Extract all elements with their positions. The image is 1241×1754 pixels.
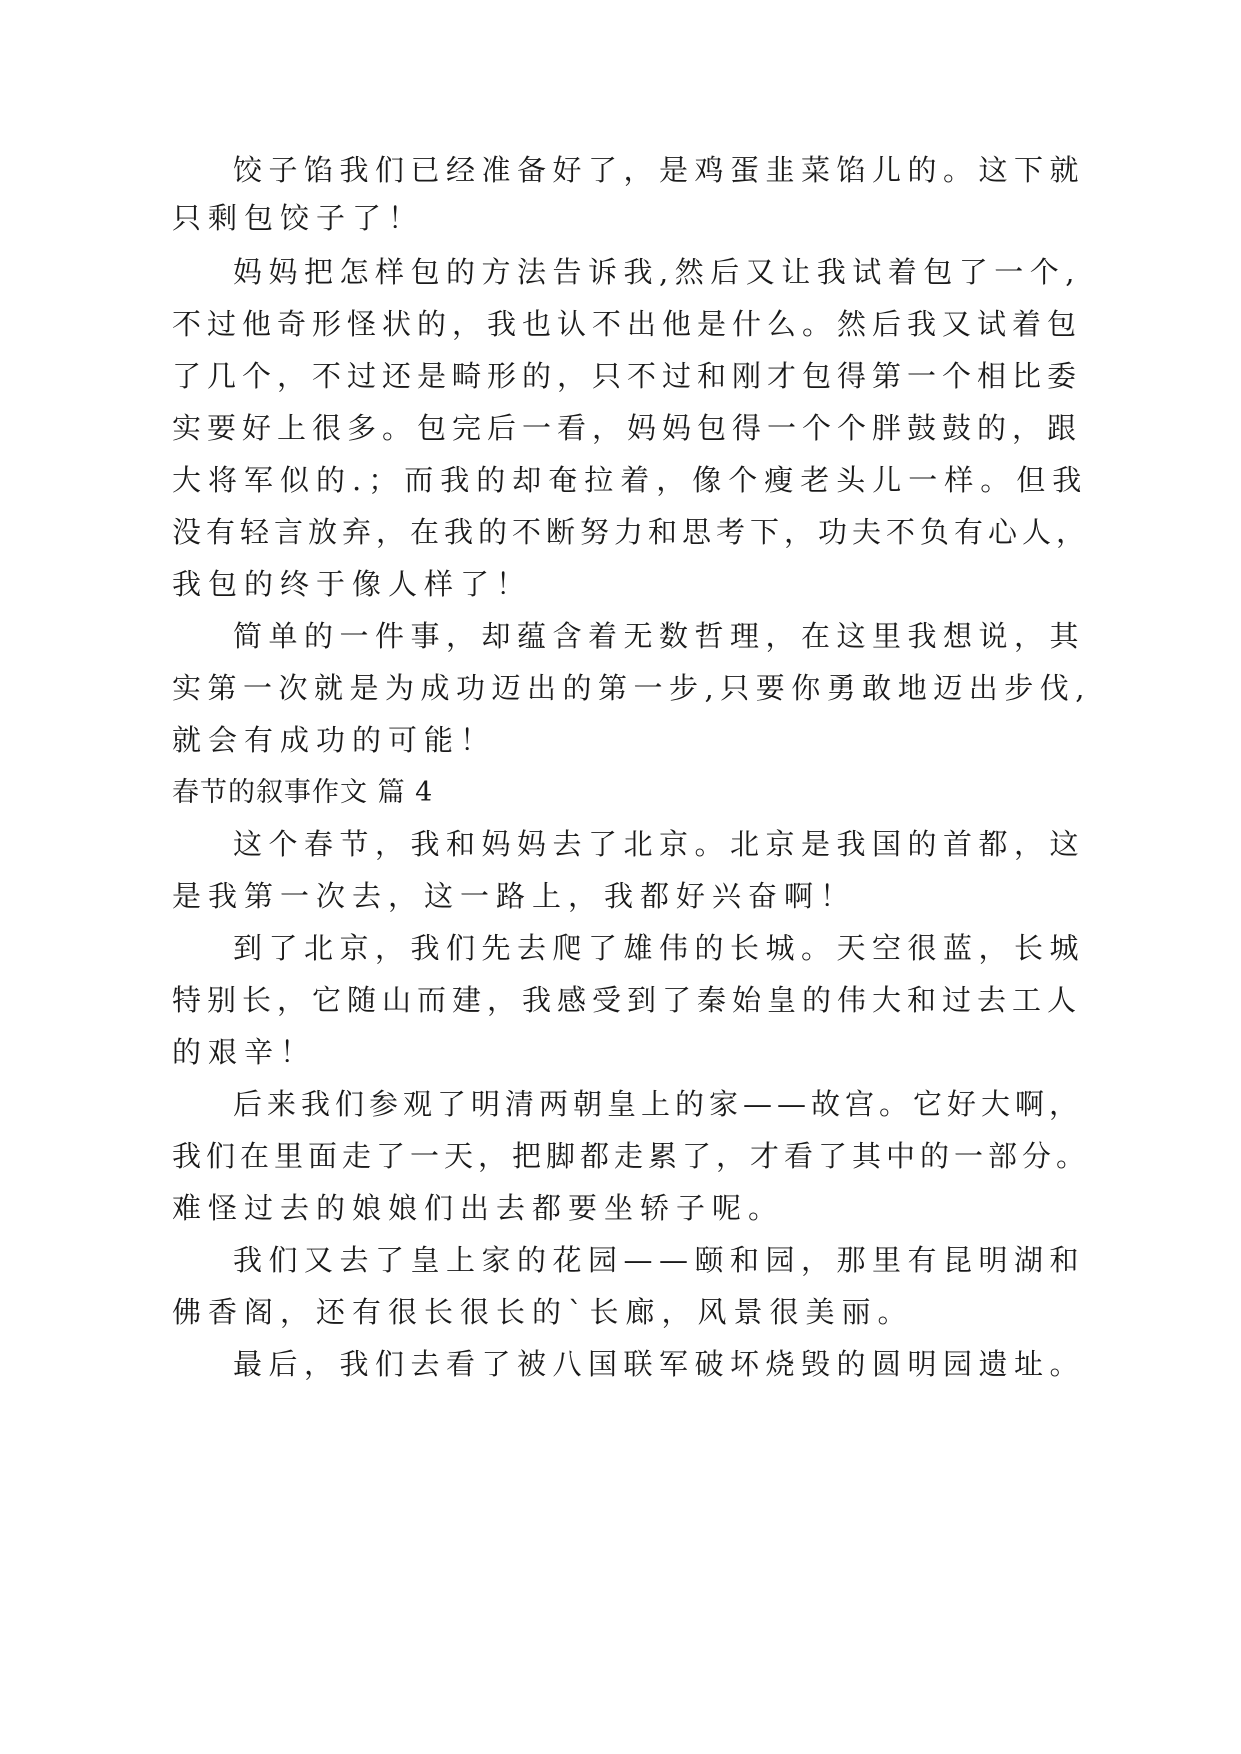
- paragraph-line: 饺子馅我们已经准备好了，是鸡蛋韭菜馅儿的。这下就: [233, 153, 1086, 187]
- paragraph-line: 我包的终于像人样了！: [172, 567, 533, 601]
- paragraph-line: 只剩包饺子了！: [172, 201, 425, 235]
- paragraph-line: 难怪过去的娘娘们出去都要坐轿子呢。: [172, 1191, 785, 1225]
- paragraph-line: 的艰辛！: [172, 1035, 317, 1069]
- paragraph-line: 没有轻言放弃，在我的不断努力和思考下，功夫不负有心人，: [172, 515, 1091, 549]
- paragraph-line: 妈妈把怎样包的方法告诉我,然后又让我试着包了一个,: [233, 255, 1081, 289]
- section-heading: 春节的叙事作文 篇 4: [172, 777, 434, 808]
- paragraph-line: 不过他奇形怪状的，我也认不出他是什么。然后我又试着包: [172, 307, 1083, 341]
- paragraph-line: 实要好上很多。包完后一看，妈妈包得一个个胖鼓鼓的，跟: [172, 411, 1083, 445]
- paragraph-line: 大将军似的.；而我的却奄拉着，像个瘦老头儿一样。但我: [172, 463, 1089, 497]
- paragraph-line: 简单的一件事，却蕴含着无数哲理，在这里我想说，其: [233, 619, 1086, 653]
- paragraph-line: 就会有成功的可能！: [172, 723, 497, 757]
- paragraph-line: 到了北京，我们先去爬了雄伟的长城。天空很蓝，长城: [233, 931, 1086, 965]
- paragraph-line: 后来我们参观了明清两朝皇上的家——故宫。它好大啊，: [233, 1087, 1084, 1121]
- paragraph-line: 最后，我们去看了被八国联军破坏烧毁的圆明园遗址。: [233, 1347, 1086, 1381]
- paragraph-line: 是我第一次去，这一路上，我都好兴奋啊！: [172, 879, 857, 913]
- paragraph-line: 这个春节，我和妈妈去了北京。北京是我国的首都，这: [233, 827, 1086, 861]
- paragraph-line: 了几个，不过还是畸形的，只不过和刚才包得第一个相比委: [172, 359, 1083, 393]
- paragraph-line: 特别长，它随山而建，我感受到了秦始皇的伟大和过去工人: [172, 983, 1083, 1017]
- paragraph-line: 我们在里面走了一天，把脚都走累了，才看了其中的一部分。: [172, 1139, 1091, 1173]
- paragraph-line: 我们又去了皇上家的花园——颐和园，那里有昆明湖和: [233, 1243, 1086, 1277]
- paragraph-line: 实第一次就是为成功迈出的第一步,只要你勇敢地迈出步伐,: [172, 671, 1091, 705]
- paragraph-line: 佛香阁，还有很长很长的`长廊，风景很美丽。: [172, 1295, 914, 1329]
